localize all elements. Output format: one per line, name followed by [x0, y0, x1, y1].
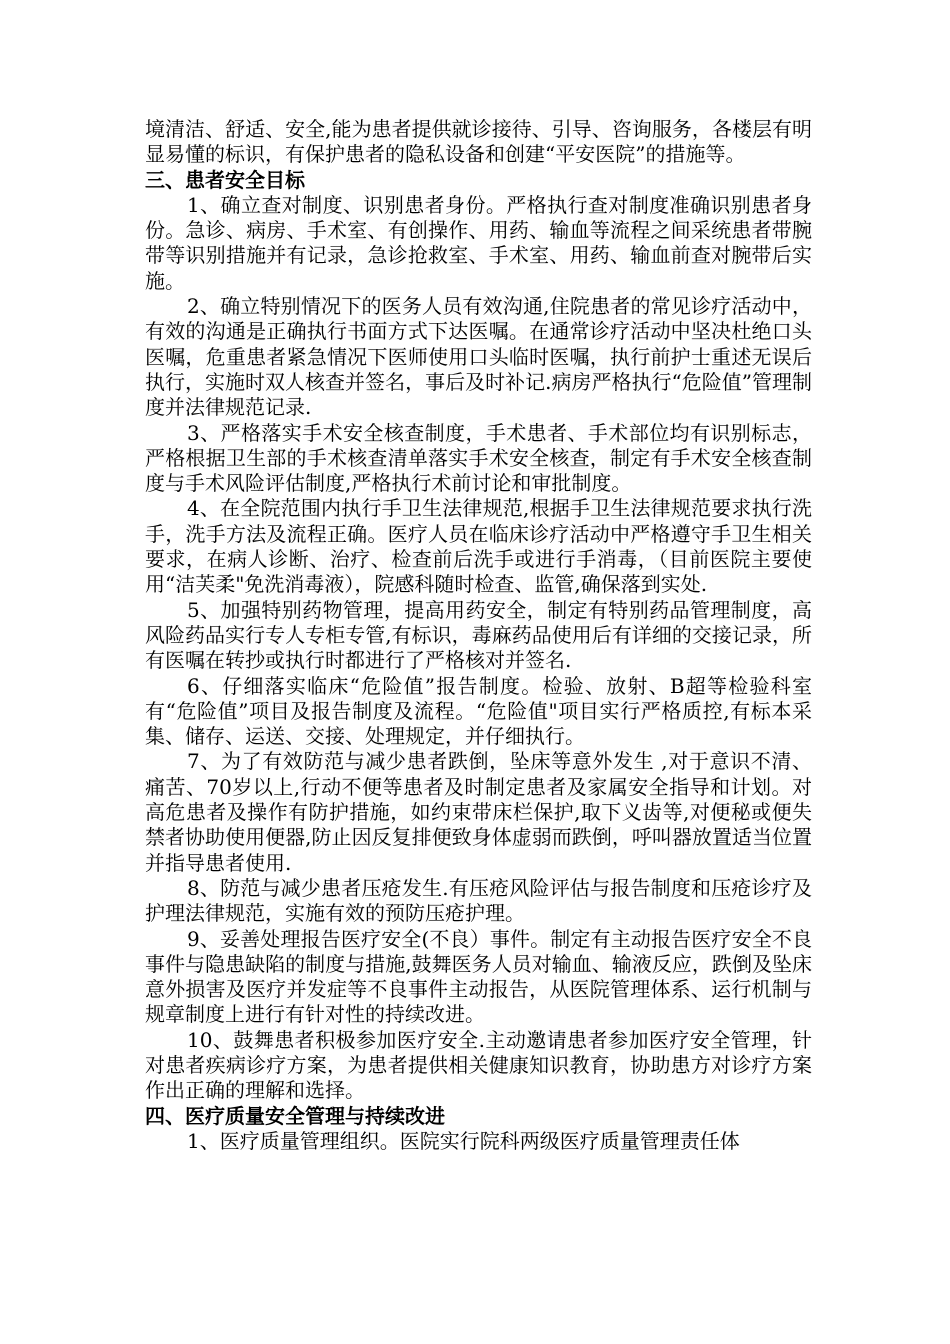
paragraph-quality-item-1: 1、医疗质量管理组织。医院实行院科两级医疗质量管理责任体	[187, 1128, 740, 1153]
paragraph-item-4: 4、在全院范围内执行手卫生法律规范,根据手卫生法律规范要求执行洗手，洗手方法及流程正确。医疗人员在临床诊疗活动中严格遵守手卫生相关要求，在病人诊断、治疗、检查前后洗手或进行手消毒，（目前医院主要使用“洁芙柔"免洗消毒液），院感科随时检查、监管,确保落到实处.	[145, 496, 812, 597]
paragraph-item-7: 7、为了有效防范与减少患者跌倒，坠床等意外发生 ,对于意识不清、痛苦、70岁以上,行动不便等患者及时制定患者及家属安全指导和计划。对高危患者及操作有防护措施，如约束带床栏保护,取下义齿等,对便秘或便失禁者协助使用便器,防止因反复排便致身体虚弱而跌倒，呼叫器放置适当位置并指导患者使用.	[145, 749, 812, 875]
paragraph-item-5: 5、加强特别药物管理，提高用药安全，制定有特别药品管理制度，高风险药品实行专人专柜专管,有标识，毒麻药品使用后有详细的交接记录，所有医嘱在转抄或执行时都进行了严格核对并签名.	[145, 597, 812, 673]
section-heading-patient-safety: 三、患者安全目标	[145, 167, 305, 192]
paragraph-item-6: 6、仔细落实临床“危险值”报告制度。检验、放射、B超等检验科室有“危险值”项目及报告制度及流程。“危险值"项目实行严格质控,有标本采集、储存、运送、交接、处理规定，并仔细执行。	[145, 673, 812, 749]
paragraph-item-9: 9、妥善处理报告医疗安全(不良）事件。制定有主动报告医疗安全不良事件与隐患缺陷的制度与措施,鼓舞医务人员对输血、输液反应，跌倒及坠床意外损害及医疗并发症等不良事件主动报告，从医院管理体系、运行机制与规章制度上进行有针对性的持续改进。	[145, 926, 812, 1027]
paragraph-item-10: 10、鼓舞患者积极参加医疗安全.主动邀请患者参加医疗安全管理，针对患者疾病诊疗方案，为患者提供相关健康知识教育，协助患方对诊疗方案作出正确的理解和选择。	[145, 1027, 812, 1103]
paragraph-item-2: 2、确立特别情况下的医务人员有效沟通,住院患者的常见诊疗活动中，有效的沟通是正确执行书面方式下达医嘱。在通常诊疗活动中坚决杜绝口头医嘱，危重患者紧急情况下医师使用口头临时医嘱，执行前护士重述无误后执行，实施时双人核查并签名，事后及时补记.病房严格执行“危险值”管理制度并法律规范记录.	[145, 294, 812, 420]
document-page	[145, 117, 812, 1154]
paragraph-item-3: 3、严格落实手术安全核查制度，手术患者、手术部位均有识别标志，严格根据卫生部的手术核查清单落实手术安全核查，制定有手术安全核查制度与手术风险评估制度,严格执行术前讨论和审批制度。	[145, 420, 812, 496]
paragraph-item-1: 1、确立查对制度、识别患者身份。严格执行查对制度准确识别患者身份。急诊、病房、手术室、有创操作、用药、输血等流程之间采统患者带腕带等识别措施并有记录，急诊抢救室、手术室、用药、输血前查对腕带后实施。	[145, 192, 812, 293]
section-heading-quality-management: 四、医疗质量安全管理与持续改进	[145, 1103, 445, 1128]
paragraph-item-8: 8、防范与减少患者压疮发生.有压疮风险评估与报告制度和压疮诊疗及护理法律规范，实施有效的预防压疮护理。	[145, 875, 812, 926]
lead-paragraph: 境清洁、舒适、安全,能为患者提供就诊接待、引导、咨询服务，各楼层有明显易懂的标识，有保护患者的隐私设备和创建“平安医院”的措施等。	[145, 117, 812, 167]
